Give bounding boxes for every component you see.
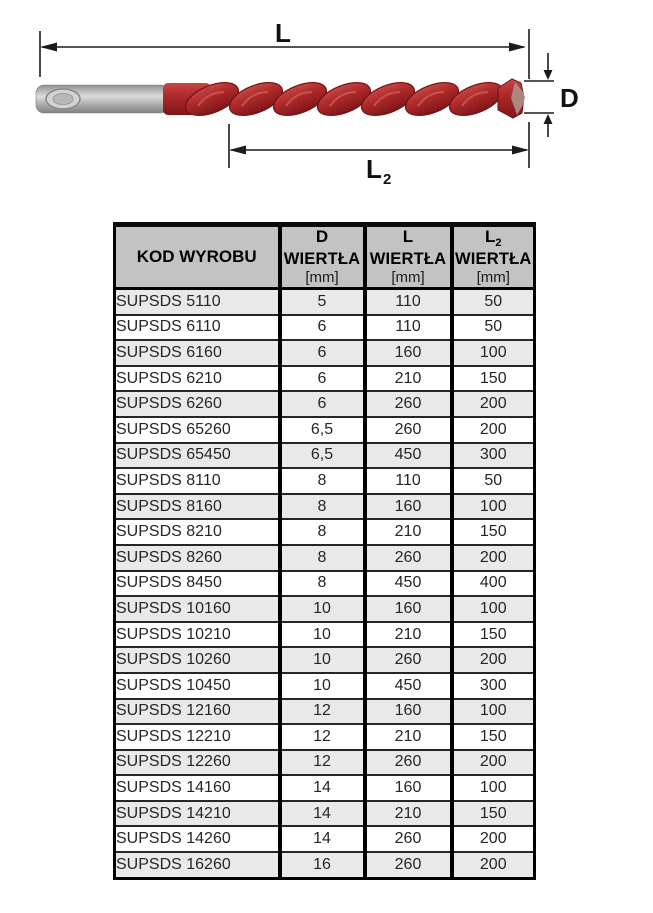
diameter-cell: 14 <box>280 826 365 852</box>
length-cell: 210 <box>365 366 452 392</box>
product-code-cell: SUPSDS 8260 <box>115 545 280 571</box>
length-cell: 260 <box>365 391 452 417</box>
working-length-subscript: 2 <box>383 171 392 188</box>
diameter-cell: 8 <box>280 545 365 571</box>
length-cell: 210 <box>365 801 452 827</box>
diameter-cell: 6 <box>280 340 365 366</box>
table-row <box>115 775 535 801</box>
product-code-cell: SUPSDS 6260 <box>115 391 280 417</box>
working-length-cell: 150 <box>452 801 535 827</box>
length-cell: 160 <box>365 775 452 801</box>
working-length-cell: 150 <box>452 366 535 392</box>
table-row <box>115 750 535 776</box>
table-row <box>115 571 535 597</box>
product-code-cell: SUPSDS 14160 <box>115 775 280 801</box>
working-length-cell: 100 <box>452 699 535 725</box>
working-length-cell: 300 <box>452 673 535 699</box>
working-length-cell: 200 <box>452 545 535 571</box>
spec-table-container <box>113 222 533 880</box>
working-length-cell: 200 <box>452 647 535 673</box>
diameter-cell: 16 <box>280 852 365 878</box>
length-cell: 260 <box>365 647 452 673</box>
product-code-cell: SUPSDS 14210 <box>115 801 280 827</box>
header-length: L WIERTŁA [mm] <box>365 225 452 289</box>
drill-bit-image <box>36 76 524 122</box>
diameter-cell: 10 <box>280 622 365 648</box>
length-cell: 260 <box>365 826 452 852</box>
diameter-cell: 6 <box>280 366 365 392</box>
length-cell: 210 <box>365 519 452 545</box>
table-row <box>115 468 535 494</box>
diameter-cell: 8 <box>280 519 365 545</box>
product-code-cell: SUPSDS 12160 <box>115 699 280 725</box>
diameter-cell: 12 <box>280 724 365 750</box>
diameter-cell: 6 <box>280 391 365 417</box>
working-length-cell: 200 <box>452 417 535 443</box>
product-code-cell: SUPSDS 16260 <box>115 852 280 878</box>
table-row <box>115 443 535 469</box>
header-product-code <box>115 225 280 289</box>
table-row <box>115 340 535 366</box>
working-length-cell: 150 <box>452 622 535 648</box>
table-row <box>115 699 535 725</box>
length-cell: 450 <box>365 571 452 597</box>
length-cell: 110 <box>365 468 452 494</box>
table-row <box>115 852 535 878</box>
table-row <box>115 724 535 750</box>
diameter-cell: 8 <box>280 468 365 494</box>
product-code-cell: SUPSDS 6110 <box>115 315 280 341</box>
table-row <box>115 801 535 827</box>
diameter-cell: 6,5 <box>280 417 365 443</box>
working-length-cell: 150 <box>452 519 535 545</box>
arrowhead-right-icon <box>509 43 526 52</box>
diameter-cell: 14 <box>280 801 365 827</box>
working-length-cell: 150 <box>452 724 535 750</box>
product-code-cell: SUPSDS 8160 <box>115 494 280 520</box>
length-cell: 450 <box>365 443 452 469</box>
length-label: L <box>275 18 291 48</box>
drill-diagram <box>0 0 653 205</box>
diameter-cell: 5 <box>280 289 365 315</box>
diameter-cell: 10 <box>280 596 365 622</box>
arrowhead-up-icon <box>544 114 553 124</box>
table-row <box>115 315 535 341</box>
product-code-cell: SUPSDS 65450 <box>115 443 280 469</box>
working-length-cell: 400 <box>452 571 535 597</box>
working-length-cell: 300 <box>452 443 535 469</box>
header-working-length: $L_2$ WIERTŁA [mm] <box>452 225 535 289</box>
product-code-cell: SUPSDS 6160 <box>115 340 280 366</box>
working-length-cell: 100 <box>452 340 535 366</box>
diameter-cell: 14 <box>280 775 365 801</box>
working-length-label: L <box>366 154 382 184</box>
product-code-cell: SUPSDS 10260 <box>115 647 280 673</box>
table-row <box>115 622 535 648</box>
working-length-cell: 100 <box>452 494 535 520</box>
length-cell: 160 <box>365 340 452 366</box>
diameter-cell: 8 <box>280 571 365 597</box>
table-row <box>115 673 535 699</box>
product-code-cell: SUPSDS 12260 <box>115 750 280 776</box>
product-code-cell: SUPSDS 10210 <box>115 622 280 648</box>
table-row <box>115 647 535 673</box>
working-length-cell: 50 <box>452 315 535 341</box>
table-row <box>115 545 535 571</box>
product-code-cell: SUPSDS 6210 <box>115 366 280 392</box>
table-row <box>115 366 535 392</box>
working-length-cell: 50 <box>452 289 535 315</box>
product-code-cell: SUPSDS 14260 <box>115 826 280 852</box>
arrowhead-left-icon <box>229 146 246 155</box>
table-header <box>115 225 535 289</box>
product-code-cell: SUPSDS 8110 <box>115 468 280 494</box>
working-length-cell: 100 <box>452 596 535 622</box>
arrowhead-down-icon <box>544 70 553 80</box>
length-cell: 210 <box>365 622 452 648</box>
length-cell: 160 <box>365 596 452 622</box>
working-length-cell: 50 <box>452 468 535 494</box>
length-cell: 110 <box>365 289 452 315</box>
table-row <box>115 519 535 545</box>
table-row <box>115 596 535 622</box>
table-row <box>115 391 535 417</box>
working-length-cell: 200 <box>452 750 535 776</box>
product-code-cell: SUPSDS 10450 <box>115 673 280 699</box>
diameter-label: D <box>560 83 579 113</box>
product-code-cell: SUPSDS 8210 <box>115 519 280 545</box>
table-row <box>115 289 535 315</box>
working-length-cell: 200 <box>452 852 535 878</box>
diameter-cell: 6,5 <box>280 443 365 469</box>
length-cell: 260 <box>365 852 452 878</box>
length-cell: 260 <box>365 417 452 443</box>
table-row <box>115 417 535 443</box>
diameter-cell: 12 <box>280 750 365 776</box>
arrowhead-right-icon <box>512 146 529 155</box>
length-cell: 260 <box>365 750 452 776</box>
diameter-cell: 8 <box>280 494 365 520</box>
header-diameter: D WIERTŁA [mm] <box>280 225 365 289</box>
product-code-cell: SUPSDS 8450 <box>115 571 280 597</box>
table-row <box>115 826 535 852</box>
length-cell: 450 <box>365 673 452 699</box>
product-code-cell: SUPSDS 12210 <box>115 724 280 750</box>
diameter-cell: 12 <box>280 699 365 725</box>
drill-helix <box>181 76 507 122</box>
working-length-cell: 200 <box>452 391 535 417</box>
table-body <box>115 289 535 879</box>
diameter-cell: 10 <box>280 647 365 673</box>
arrowhead-left-icon <box>40 43 57 52</box>
working-length-cell: 200 <box>452 826 535 852</box>
product-code-cell: SUPSDS 10160 <box>115 596 280 622</box>
diameter-cell: 6 <box>280 315 365 341</box>
working-length-cell: 100 <box>452 775 535 801</box>
length-cell: 160 <box>365 699 452 725</box>
header-product-code-label: KOD WYROBU <box>136 247 257 266</box>
length-cell: 210 <box>365 724 452 750</box>
product-code-cell: SUPSDS 65260 <box>115 417 280 443</box>
length-cell: 260 <box>365 545 452 571</box>
length-cell: 110 <box>365 315 452 341</box>
spec-table <box>113 222 536 880</box>
product-code-cell: SUPSDS 5110 <box>115 289 280 315</box>
table-row <box>115 494 535 520</box>
length-cell: 160 <box>365 494 452 520</box>
diameter-cell: 10 <box>280 673 365 699</box>
